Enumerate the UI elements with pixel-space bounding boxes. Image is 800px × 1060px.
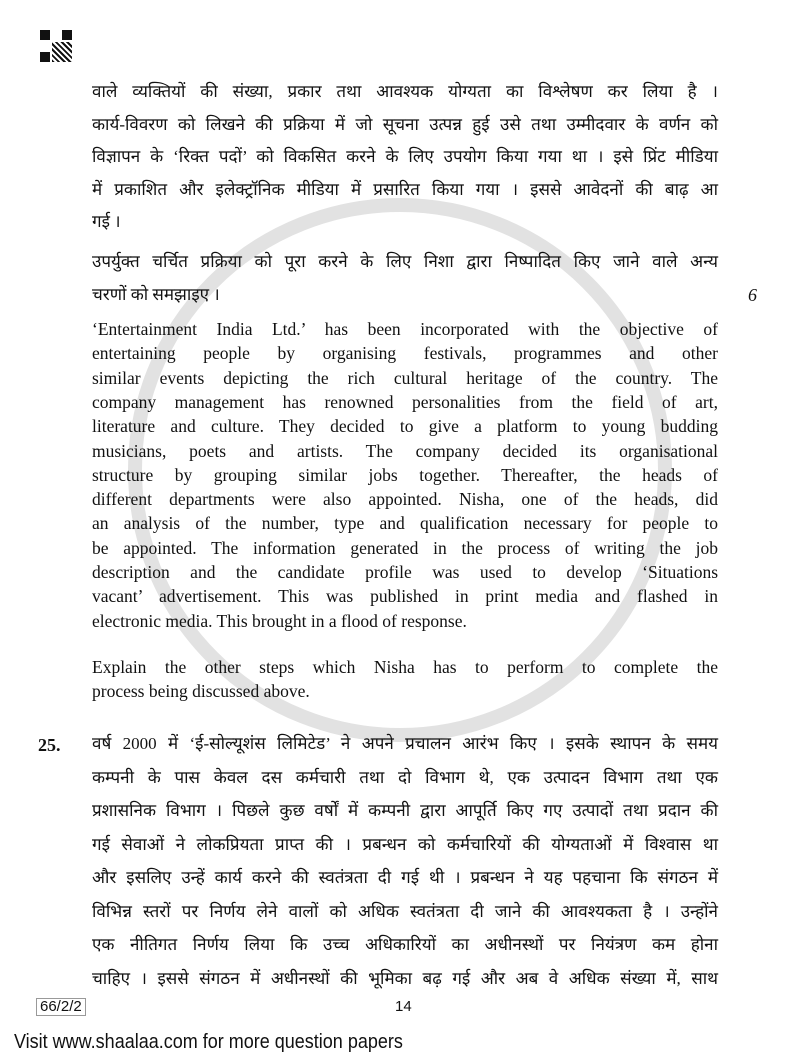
hindi-question-line: उपर्युक्त चर्चित प्रक्रिया को पूरा करने के लिए निशा द्वारा निष्पादित किए जाने वाले अन्य: [92, 252, 718, 271]
q25-line: प्रशासनिक विभाग । पिछले कुछ वर्षों में कम्पनी द्वारा आपूर्ति किए गए उत्पादों तथा प्रदान की: [92, 801, 718, 820]
q25-line: एक नीतिगत निर्णय लिया कि उच्च अधिकारियों का अधीनस्थों पर नियंत्रण कम होना: [92, 935, 718, 954]
q25-line: गई सेवाओं ने लोकप्रियता प्राप्त की । प्रबन्धन को कर्मचारियों की योग्यताओं में विश्वास था: [92, 834, 718, 854]
english-paragraph-line: literature and culture. They decided to give a platform to young budding: [92, 416, 718, 437]
q25-line: विभिन्न स्तरों पर निर्णय लेने वालों को अधिक स्वतंत्रता दी जाने की आवश्यकता है । उन्होंने: [92, 901, 718, 921]
hindi-paragraph-line: गई ।: [92, 212, 121, 231]
english-question-line: Explain the other steps which Nisha has to perform to complete the: [92, 657, 718, 677]
english-paragraph-line: an analysis of the number, type and qualification necessary for people to: [92, 513, 718, 534]
paper-code: 66/2/2: [36, 998, 86, 1016]
english-question-line: process being discussed above.: [92, 681, 310, 701]
english-paragraph-line: be appointed. The information generated in the process of writing the job: [92, 537, 718, 558]
english-paragraph-line: company management has renowned personalities from the field of art,: [92, 391, 718, 412]
q25-line: वर्ष 2000 में ‘ई-सोल्यूशंस लिमिटेड’ ने अपने प्रचालन आरंभ किए । इसके स्थापन के समय: [92, 734, 718, 753]
hindi-question-line: चरणों को समझाइए ।: [92, 285, 220, 304]
english-paragraph-line: similar events depicting the rich cultural heritage of the country. The: [92, 367, 718, 388]
page-number: 14: [395, 998, 412, 1015]
q25-line: कम्पनी के पास केवल दस कर्मचारी तथा दो विभाग थे, एक उत्पादन विभाग तथा एक: [92, 767, 718, 787]
visit-link[interactable]: Visit www.shaalaa.com for more question papers: [14, 1031, 403, 1053]
question-number: 25.: [38, 735, 61, 755]
english-paragraph-line: structure by grouping similar jobs together. Thereafter, the heads of: [92, 464, 718, 485]
hindi-paragraph-line: कार्य-विवरण को लिखने की प्रक्रिया में जो सूचना उत्पन्न हुई उसे तथा उम्मीदवार के वर्णन को: [92, 114, 718, 134]
hindi-paragraph-line: वाले व्यक्तियों की संख्या, प्रकार तथा आवश्यक योग्यता का विश्लेषण कर लिया है ।: [92, 82, 718, 101]
english-paragraph-line: description and the candidate profile was used to develop ‘Situations: [92, 562, 718, 582]
english-paragraph-line: musicians, poets and artists. The company decided its organisational: [92, 440, 718, 461]
hindi-paragraph-line: में प्रकाशित और इलेक्ट्रॉनिक मीडिया में प्रसारित किया गया । इससे आवेदनों की बाढ़ आ: [92, 179, 718, 199]
english-paragraph-line: vacant’ advertisement. This was published in print media and flashed in: [92, 586, 718, 607]
marks: 6: [748, 285, 757, 305]
hindi-paragraph-line: विज्ञापन के ‘रिक्त पदों’ को विकसित करने के लिए उपयोग किया गया था । इसे प्रिंट मीडिया: [92, 147, 718, 166]
english-paragraph-line: entertaining people by organising festivals, programmes and other: [92, 343, 718, 364]
qr-code: [40, 30, 72, 62]
q25-line: और इसलिए उन्हें कार्य करने की स्वतंत्रता दी गई थी । प्रबन्धन ने यह पहचाना कि संगठन में: [92, 868, 718, 887]
q25-line: चाहिए । इससे संगठन में अधीनस्थों की भूमिका बढ़ गई और अब वे अधिक संख्या में, साथ: [92, 968, 718, 988]
english-paragraph-line: ‘Entertainment India Ltd.’ has been incorporated with the objective of: [92, 319, 718, 339]
english-paragraph-line: electronic media. This brought in a flood of response.: [92, 610, 467, 631]
english-paragraph-line: different departments were also appointed. Nisha, one of the heads, did: [92, 489, 718, 510]
